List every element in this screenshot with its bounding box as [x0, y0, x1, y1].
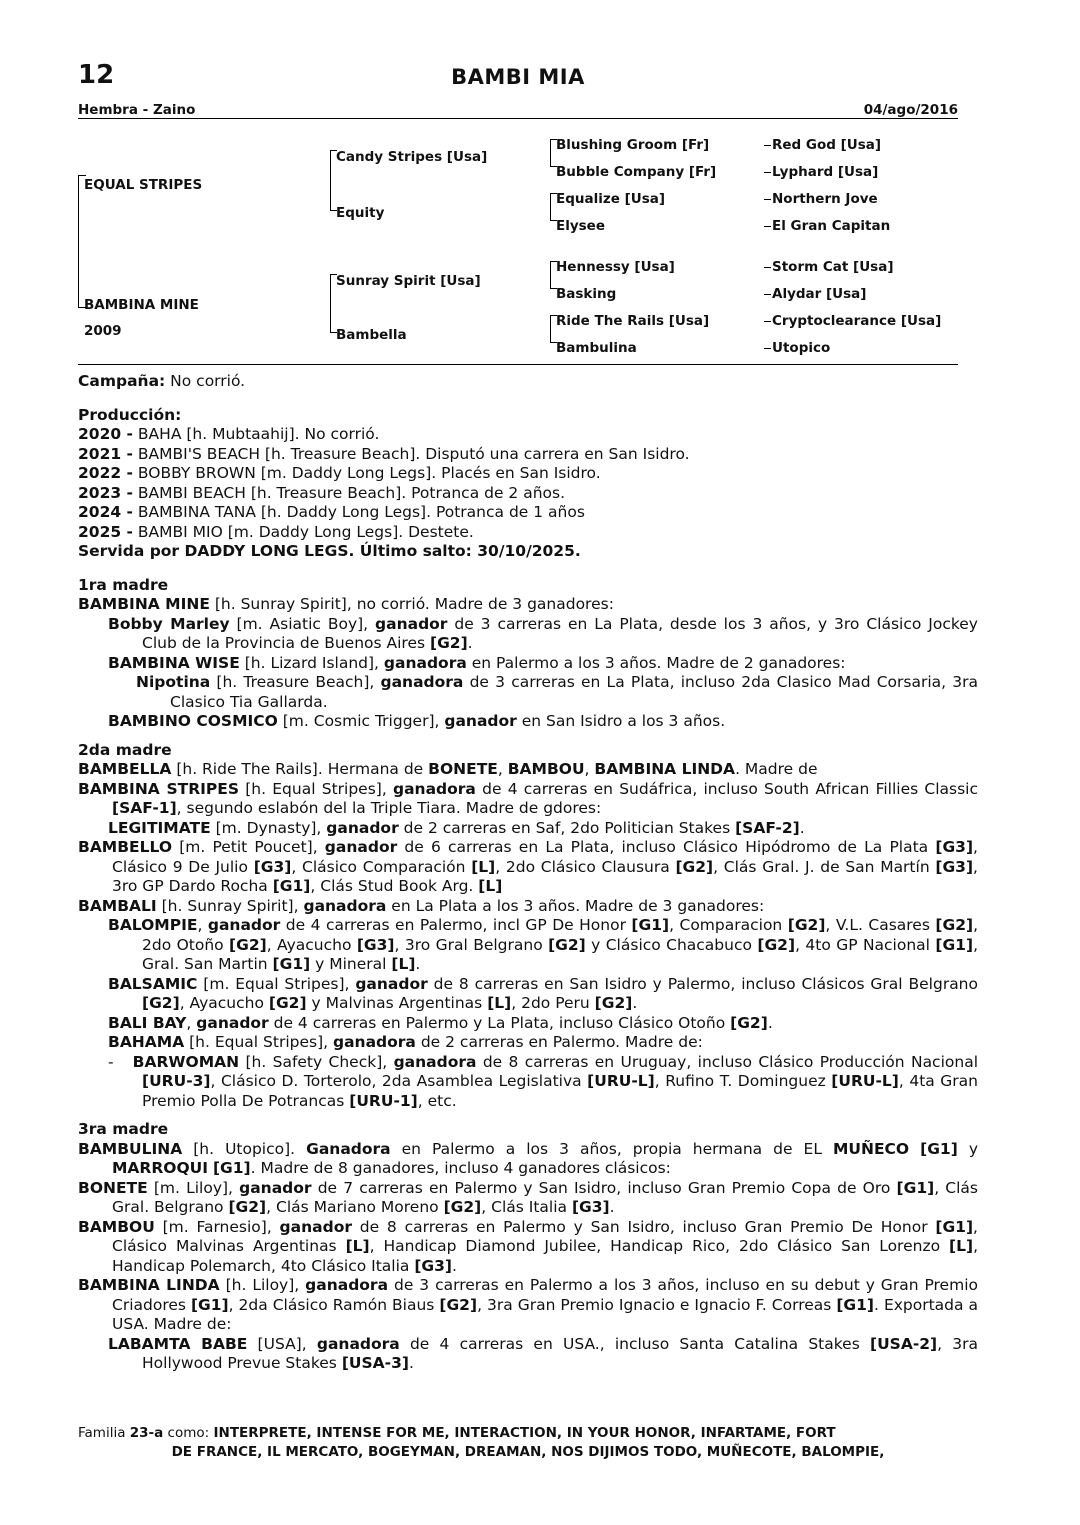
bracket-line [764, 226, 771, 227]
pedigree-gen4-6: Alydar [Usa] [772, 286, 867, 302]
produccion-text: BAMBINA TANA [h. Daddy Long Legs]. Potranca de 1 años [137, 503, 585, 521]
pedigree-sire: EQUAL STRIPES [84, 177, 203, 193]
second-dam-entry: BAMBINA STRIPES [h. Equal Stripes], ganadora de 4 carreras en Sudáfrica, incluso South African Fillies Classic [SAF-1], segundo eslabón del la Triple Tiara. Madre de gdores: [78, 779, 979, 817]
produccion-year: 2020 - [78, 425, 133, 443]
produccion-section [78, 406, 978, 562]
produccion-title: Producción: [78, 405, 182, 424]
bracket-line [764, 267, 771, 268]
family-line-2 [78, 1443, 978, 1462]
pedigree-dam-dam: Bambella [336, 327, 407, 343]
campana-section [78, 372, 978, 392]
bracket-line [550, 342, 557, 343]
page-header [78, 60, 958, 122]
pedigree-gen4-7: Cryptoclearance [Usa] [772, 313, 942, 329]
bracket-line [764, 199, 771, 200]
second-dam-entry: BALI BAY, ganador de 4 carreras en Palermo y La Plata, incluso Clásico Otoño [G2]. [108, 1013, 773, 1032]
family-line-1 [78, 1424, 978, 1443]
pedigree-gen3-1: Blushing Groom [Fr] [556, 137, 710, 153]
pedigree-dam-sire: Sunray Spirit [Usa] [336, 273, 481, 289]
first-dam-entry: BAMBINO COSMICO [m. Cosmic Trigger], ganador en San Isidro a los 3 años. [108, 712, 726, 730]
catalog-number: 12 [78, 60, 115, 90]
produccion-text: BAMBI'S BEACH [h. Treasure Beach]. Disputó una carrera en San Isidro. [137, 444, 690, 463]
produccion-text: BOBBY BROWN [m. Daddy Long Legs]. Placés en San Isidro. [137, 464, 601, 482]
second-dam-entry: BAMBALI [h. Sunray Spirit], ganadora en La Plata a los 3 años. Madre de 3 ganadores: [78, 896, 765, 915]
bracket-line [330, 332, 337, 333]
bracket-line [550, 220, 557, 221]
pedigree-gen4-8: Utopico [772, 340, 831, 356]
list-dash: - [108, 1052, 114, 1071]
campana-value: No corrió. [170, 372, 246, 390]
divider-top [78, 118, 958, 119]
bracket-line [550, 193, 551, 220]
third-dam-entry: BAMBINA LINDA [h. Liloy], ganadora de 3 carreras en Palermo a los 3 años, incluso en su debut y Gran Premio Criadores [G1], 2da Clásico Ramón Biaus [G2], 3ra Gran Premio Ignacio e Ignacio F. Correas [G1]. Exportada a USA. Madre de: [78, 1276, 978, 1333]
bracket-line [330, 150, 337, 151]
family-names-2: DE FRANCE, IL MERCATO, BOGEYMAN, DREAMAN, NOS DIJIMOS TODO, MUÑECOTE, BALOMPIE, [171, 1444, 885, 1460]
pedigree-chart [78, 126, 978, 364]
first-dam-entry: Bobby Marley [m. Asiatic Boy], ganador de 3 carreras en La Plata, desde los 3 años, y 3ro Clásico Jockey Club de la Provincia de Buenos Aires [G2]. [108, 614, 978, 652]
bracket-line [550, 315, 551, 342]
second-dam-entry: BALOMPIE, ganador de 4 carreras en Palermo, incl GP De Honor [G1], Comparacion [G2], V.L. Casares [G2], 2do Otoño [G2], Ayacucho [G3], 3ro Gral Belgrano [G2] y Clásico Chacabuco [G2], 4to GP Nacional [G1], Gral. San Martin [G1] y Mineral [L]. [108, 916, 979, 973]
produccion-row [78, 464, 978, 484]
servida-sire: DADDY LONG LEGS [184, 542, 349, 560]
second-dam-entry: BALSAMIC [m. Equal Stripes], ganador de 8 carreras en San Isidro y Palermo, incluso Clásicos Gral Belgrano [G2], Ayacucho [G2] y Malvinas Argentinas [L], 2do Peru [G2]. [108, 974, 978, 1012]
bracket-line [764, 145, 771, 146]
third-dam-intro: BAMBULINA [h. Utopico]. Ganadora en Palermo a los 3 años, propia hermana de EL MUÑECO [G1] y MARROQUI [G1]. Madre de 8 ganadores, incluso 4 ganadores clásicos: [78, 1139, 978, 1177]
second-dam-entry: BAMBELLO [m. Petit Poucet], ganador de 6 carreras en La Plata, incluso Clásico Hipódromo de La Plata [G3], Clásico 9 De Julio [G3], Clásico Comparación [L], 2do Clásico Clausura [G2], Clás Gral. J. de San Martín [G3], 3ro GP Dardo Rocha [G1], Clás Stud Book Arg. [L] [78, 838, 978, 895]
bracket-line [550, 193, 557, 194]
campana-label: Campaña: [78, 372, 166, 390]
bracket-line [550, 139, 557, 140]
produccion-year: 2022 - [78, 464, 133, 482]
bracket-line [78, 175, 86, 176]
bracket-line [330, 210, 337, 211]
produccion-row [78, 425, 978, 445]
bracket-line [550, 261, 551, 288]
sex-and-coat: Hembra - Zaino [78, 102, 196, 118]
foaling-date: 04/ago/2016 [863, 102, 958, 118]
produccion-text: BAMBI MIO [m. Daddy Long Legs]. Destete. [137, 522, 474, 541]
pedigree-gen4-5: Storm Cat [Usa] [772, 259, 894, 275]
family-como: como: [163, 1425, 214, 1441]
first-dam-entry: BAMBINA WISE [h. Lizard Island], ganadora en Palermo a los 3 años. Madre de 2 ganadores: [108, 653, 846, 672]
bracket-line [764, 172, 771, 173]
bracket-line [550, 261, 557, 262]
pedigree-dam: BAMBINA MINE [84, 297, 199, 313]
bracket-line [764, 321, 771, 322]
bracket-line [78, 175, 79, 307]
pedigree-gen3-8: Bambulina [556, 340, 637, 356]
second-dam-entry-text: BARWOMAN [h. Safety Check], ganadora de 8 carreras en Uruguay, incluso Clásico Producción Nacional [URU-3], Clásico D. Torterolo, 2da Asamblea Legislativa [URU-L], Rufino T. Dominguez [URU-L], 4ta Gran Premio Polla De Potrancas [URU-1], etc. [132, 1052, 979, 1110]
page-title: BAMBI MIA [451, 65, 585, 89]
third-dam-title: 3ra madre [78, 1120, 169, 1138]
second-dam-entry-dashed [78, 1053, 978, 1112]
bracket-line [550, 139, 551, 166]
family-label: Familia [78, 1425, 130, 1441]
bracket-line [330, 274, 337, 275]
bracket-line [550, 166, 557, 167]
bracket-line [550, 288, 557, 289]
produccion-text: BAMBI BEACH [h. Treasure Beach]. Potranca de 2 años. [137, 483, 566, 502]
produccion-row [78, 523, 978, 543]
pedigree-gen4-4: El Gran Capitan [772, 218, 891, 234]
second-dam-intro: BAMBELLA [h. Ride The Rails]. Hermana de BONETE, BAMBOU, BAMBINA LINDA. Madre de [78, 760, 818, 778]
pedigree-text [78, 372, 978, 1383]
first-dam-title: 1ra madre [78, 575, 169, 594]
pedigree-gen4-1: Red God [Usa] [772, 137, 882, 153]
pedigree-gen3-5: Hennessy [Usa] [556, 259, 675, 275]
produccion-year: 2021 - [78, 444, 133, 463]
bracket-line [330, 150, 331, 210]
pedigree-dam-year: 2009 [84, 323, 122, 339]
divider-bottom [78, 364, 958, 365]
pedigree-gen4-3: Northern Jove [772, 191, 878, 207]
second-dam-entry: BAHAMA [h. Equal Stripes], ganadora de 2 carreras en Palermo. Madre de: [108, 1033, 703, 1051]
bracket-line [330, 274, 331, 332]
pedigree-sire-sire: Candy Stripes [Usa] [336, 149, 488, 165]
pedigree-gen3-3: Equalize [Usa] [556, 191, 666, 207]
family-footer [78, 1424, 978, 1462]
second-dam-section [78, 741, 978, 1112]
third-dam-entry: BONETE [m. Liloy], ganador de 7 carreras en Palermo y San Isidro, incluso Gran Premio Copa de Oro [G1], Clás Gral. Belgrano [G2], Clás Mariano Moreno [G2], Clás Italia [G3]. [78, 1178, 978, 1216]
pedigree-gen3-4: Elysee [556, 218, 605, 234]
first-dam-entry: Nipotina [h. Treasure Beach], ganadora de 3 carreras en La Plata, incluso 2da Clasico Mad Corsaria, 3ra Clasico Tia Gallarda. [136, 673, 978, 711]
pedigree-gen3-6: Basking [556, 286, 617, 302]
servida-por [78, 542, 978, 562]
bracket-line [78, 307, 86, 308]
third-dam-entry: LABAMTA BABE [USA], ganadora de 4 carreras en USA., incluso Santa Catalina Stakes [USA-2], 3ra Hollywood Prevue Stakes [USA-3]. [108, 1334, 978, 1372]
family-names-1: INTERPRETE, INTENSE FOR ME, INTERACTION, IN YOUR HONOR, INFARTAME, FORT [213, 1425, 836, 1441]
bracket-line [550, 315, 557, 316]
bracket-line [764, 348, 771, 349]
second-dam-entry: LEGITIMATE [m. Dynasty], ganador de 2 carreras en Saf, 2do Politician Stakes [SAF-2]. [108, 818, 805, 837]
family-number: 23-a [129, 1425, 164, 1441]
bracket-line [764, 294, 771, 295]
pedigree-sire-dam: Equity [336, 205, 385, 221]
produccion-row [78, 503, 978, 523]
second-dam-title: 2da madre [78, 740, 172, 759]
produccion-year: 2024 - [78, 503, 133, 521]
third-dam-section [78, 1120, 978, 1374]
produccion-year: 2025 - [78, 522, 133, 541]
produccion-year: 2023 - [78, 483, 133, 502]
produccion-row [78, 445, 978, 465]
pedigree-gen3-7: Ride The Rails [Usa] [556, 313, 710, 329]
first-dam-intro: BAMBINA MINE [h. Sunray Spirit], no corrió. Madre de 3 ganadores: [78, 595, 614, 613]
produccion-text: BAHA [h. Mubtaahij]. No corrió. [137, 425, 380, 443]
servida-date: . Último salto: 30/10/2025. [348, 542, 581, 560]
first-dam-section [78, 576, 978, 732]
servida-label: Servida por [78, 542, 185, 560]
pedigree-gen4-2: Lyphard [Usa] [772, 164, 879, 180]
produccion-row [78, 484, 978, 504]
third-dam-entry: BAMBOU [m. Farnesio], ganador de 8 carreras en Palermo y San Isidro, incluso Gran Premio De Honor [G1], Clásico Malvinas Argentinas [L], Handicap Diamond Jubilee, Handicap Rico, 2do Clásico San Lorenzo [L], Handicap Polemarch, 4to Clásico Italia [G3]. [78, 1217, 978, 1275]
pedigree-gen3-2: Bubble Company [Fr] [556, 164, 717, 180]
